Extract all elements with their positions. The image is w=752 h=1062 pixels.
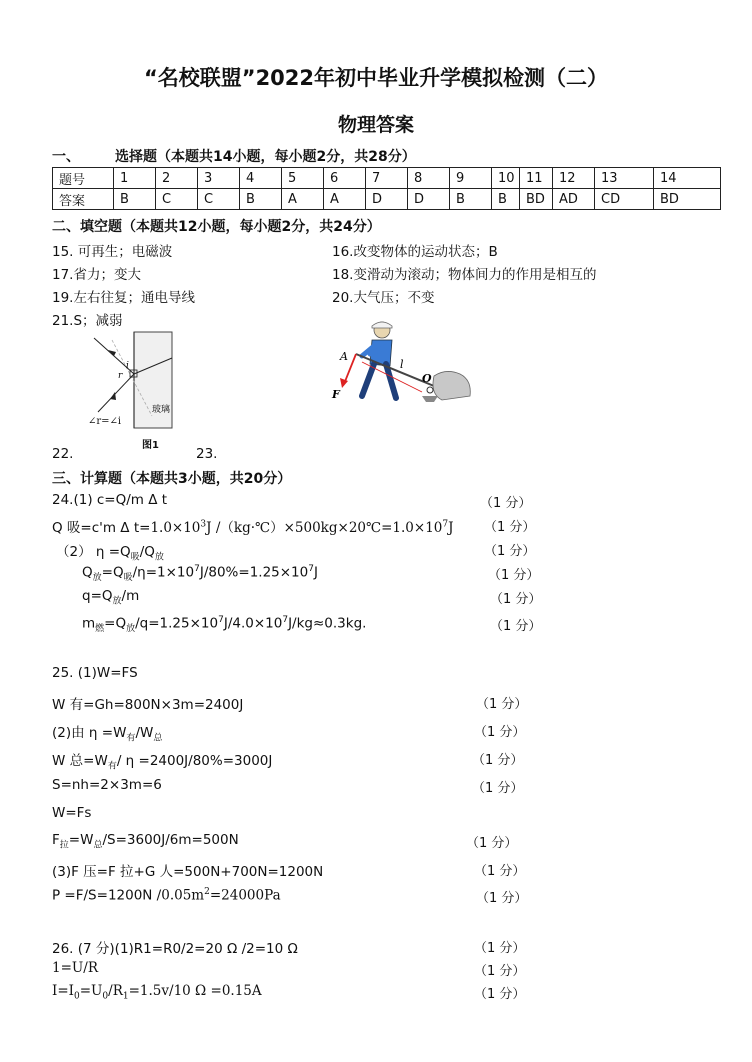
q25-line8: (3)F 压=F 拉+G 人=500N+700N=1200N [52,864,324,880]
table-cell: 11 [520,168,553,189]
table-cell: AD [553,189,595,210]
table-cell: C [198,189,240,210]
q25-line5: S=nh=2×3m=6 [52,777,162,793]
answer-q18: 18.变滑动为滚动；物体间力的作用是相互的 [332,267,597,283]
answer-q19: 19.左右往复；通电导线 [52,290,195,306]
table-cell: BD [520,189,553,210]
answer-q23: 23. [196,446,218,462]
fulcrum-point [427,387,433,393]
q25-line7: $F_拉=W_总/S=3600J/6m=500N$ [52,832,239,851]
q25-line9: P =F/S=1200N $/0.05m^2=24000Pa$ [52,887,281,904]
q24-line1: 24.(1) c=Q/m Δ t [52,492,168,508]
point-label: （1 分） [490,592,542,607]
fulcrum-block [422,396,438,402]
table-cell: 6 [324,168,366,189]
table-cell: 13 [595,168,654,189]
point-label: （1 分） [488,568,540,583]
q26-line1: 26. (7 分)(1)R1=R0/2=20 Ω /2=10 Ω [52,941,298,957]
point-label: （1 分） [480,496,532,511]
point-label: （1 分） [484,544,536,559]
table-head-label: 题号 [53,168,114,189]
rock-icon [433,371,470,400]
q24-line4: $Q_放=Q_吸/\eta=1\times 10^7J/80\%=1.25\times 10^7J$ [82,564,318,584]
q25-line6: W=Fs [52,805,92,821]
answer-q16: 16.改变物体的运动状态；B [332,244,498,260]
fig2-label-A: A [340,350,348,363]
answer-q17: 17.省力；变大 [52,267,141,283]
table-row-numbers [53,168,721,189]
section-2-heading: 二、填空题（本题共12小题，每小题2分，共24分） [52,219,381,235]
answer-q15: 15. 可再生；电磁波 [52,244,173,260]
table-cell: D [408,189,450,210]
table-cell: 12 [553,168,595,189]
point-label: （1 分） [490,619,542,634]
point-label: （1 分） [476,891,528,906]
point-label: （1 分） [474,941,526,956]
page-title: “名校联盟”2022年初中毕业升学模拟检测（二） [143,66,609,90]
table-cell: B [240,189,282,210]
answer-q21: 21.S；减弱 [52,313,123,329]
fig1-i-label: i [126,361,129,371]
table-cell: 4 [240,168,282,189]
q24-line5: $q=Q_放/m$ [82,588,140,607]
q24-line3: （2） $\eta =Q_吸/Q_放$ [56,544,164,563]
table-cell: CD [595,189,654,210]
fig2-label-l: l [400,358,404,371]
point-label: （1 分） [474,987,526,1002]
table-cell: D [366,189,408,210]
reflected-ray [98,374,134,412]
table-cell: 5 [282,168,324,189]
q25-line4: W 总$=W_有/$ η =2400J/80%=3000J [52,753,273,772]
lever-figure [322,318,482,410]
table-cell: B [450,189,492,210]
point-label: （1 分） [466,836,518,851]
q25-line2: W 有=Gh=800N×3m=2400J [52,697,244,713]
arrow-incident [108,350,116,356]
fig1-caption: 图1 [142,440,159,451]
helmet-icon [372,322,392,328]
table-cell: 9 [450,168,492,189]
q26-line2: 1=U/R [52,960,98,976]
table-cell: B [114,189,156,210]
answer-q20: 20.大气压；不变 [332,290,435,306]
answer-table [52,167,721,210]
table-cell: B [492,189,520,210]
table-cell: 10 [492,168,520,189]
section-3-heading: 三、计算题（本题共3小题，共20分） [52,471,292,487]
arrow-reflected [110,392,116,400]
table-cell: 3 [198,168,240,189]
table-row-answers [53,189,721,210]
table-cell: A [282,189,324,210]
point-label: （1 分） [484,520,536,535]
q24-line2: Q 吸=c'm Δ $t=1.0\times 10^3J$ $/(kg\cdot℃)\times 500kg\times 20℃=1.0\times 10^7J$ [52,519,454,536]
force-arrowhead [340,378,348,388]
answer-q22: 22. [52,446,74,462]
point-label: （1 分） [474,725,526,740]
table-cell: 7 [366,168,408,189]
point-label: （1 分） [476,697,528,712]
table-cell: 14 [654,168,721,189]
q25-line3: (2)由 $\eta =W_有/W_总$ [52,725,163,744]
fig2-label-F: F [332,388,340,401]
point-label: （1 分） [474,864,526,879]
section-1-number: 一、 [52,149,80,165]
refraction-figure [90,330,190,430]
q25-line1: 25. (1)W=FS [52,665,138,681]
page-subtitle: 物理答案 [337,114,414,136]
table-cell: 1 [114,168,156,189]
point-label: （1 分） [472,753,524,768]
fig1-r-label: r [118,371,123,381]
table-cell: BD [654,189,721,210]
section-1-heading: 选择题（本题共14小题，每小题2分，共28分） [115,149,416,165]
fig1-equation: ∠r=∠i [88,416,122,427]
table-cell: 8 [408,168,450,189]
fig2-label-O: O [422,372,432,385]
table-ans-label: 答案 [53,189,114,210]
point-label: （1 分） [472,781,524,796]
point-label: （1 分） [474,964,526,979]
table-cell: 2 [156,168,198,189]
q26-line3: $I=I_0=U_0/R_1=1.5v/10$ Ω =0.15A [52,983,262,1002]
q24-line6: $m_燃=Q_放/q=1.25\times 10^7J/4.0\times 10^7J/kg\approx 0.3kg$. [82,615,367,635]
table-cell: A [324,189,366,210]
glass-label: 玻璃 [152,405,171,415]
table-cell: C [156,189,198,210]
